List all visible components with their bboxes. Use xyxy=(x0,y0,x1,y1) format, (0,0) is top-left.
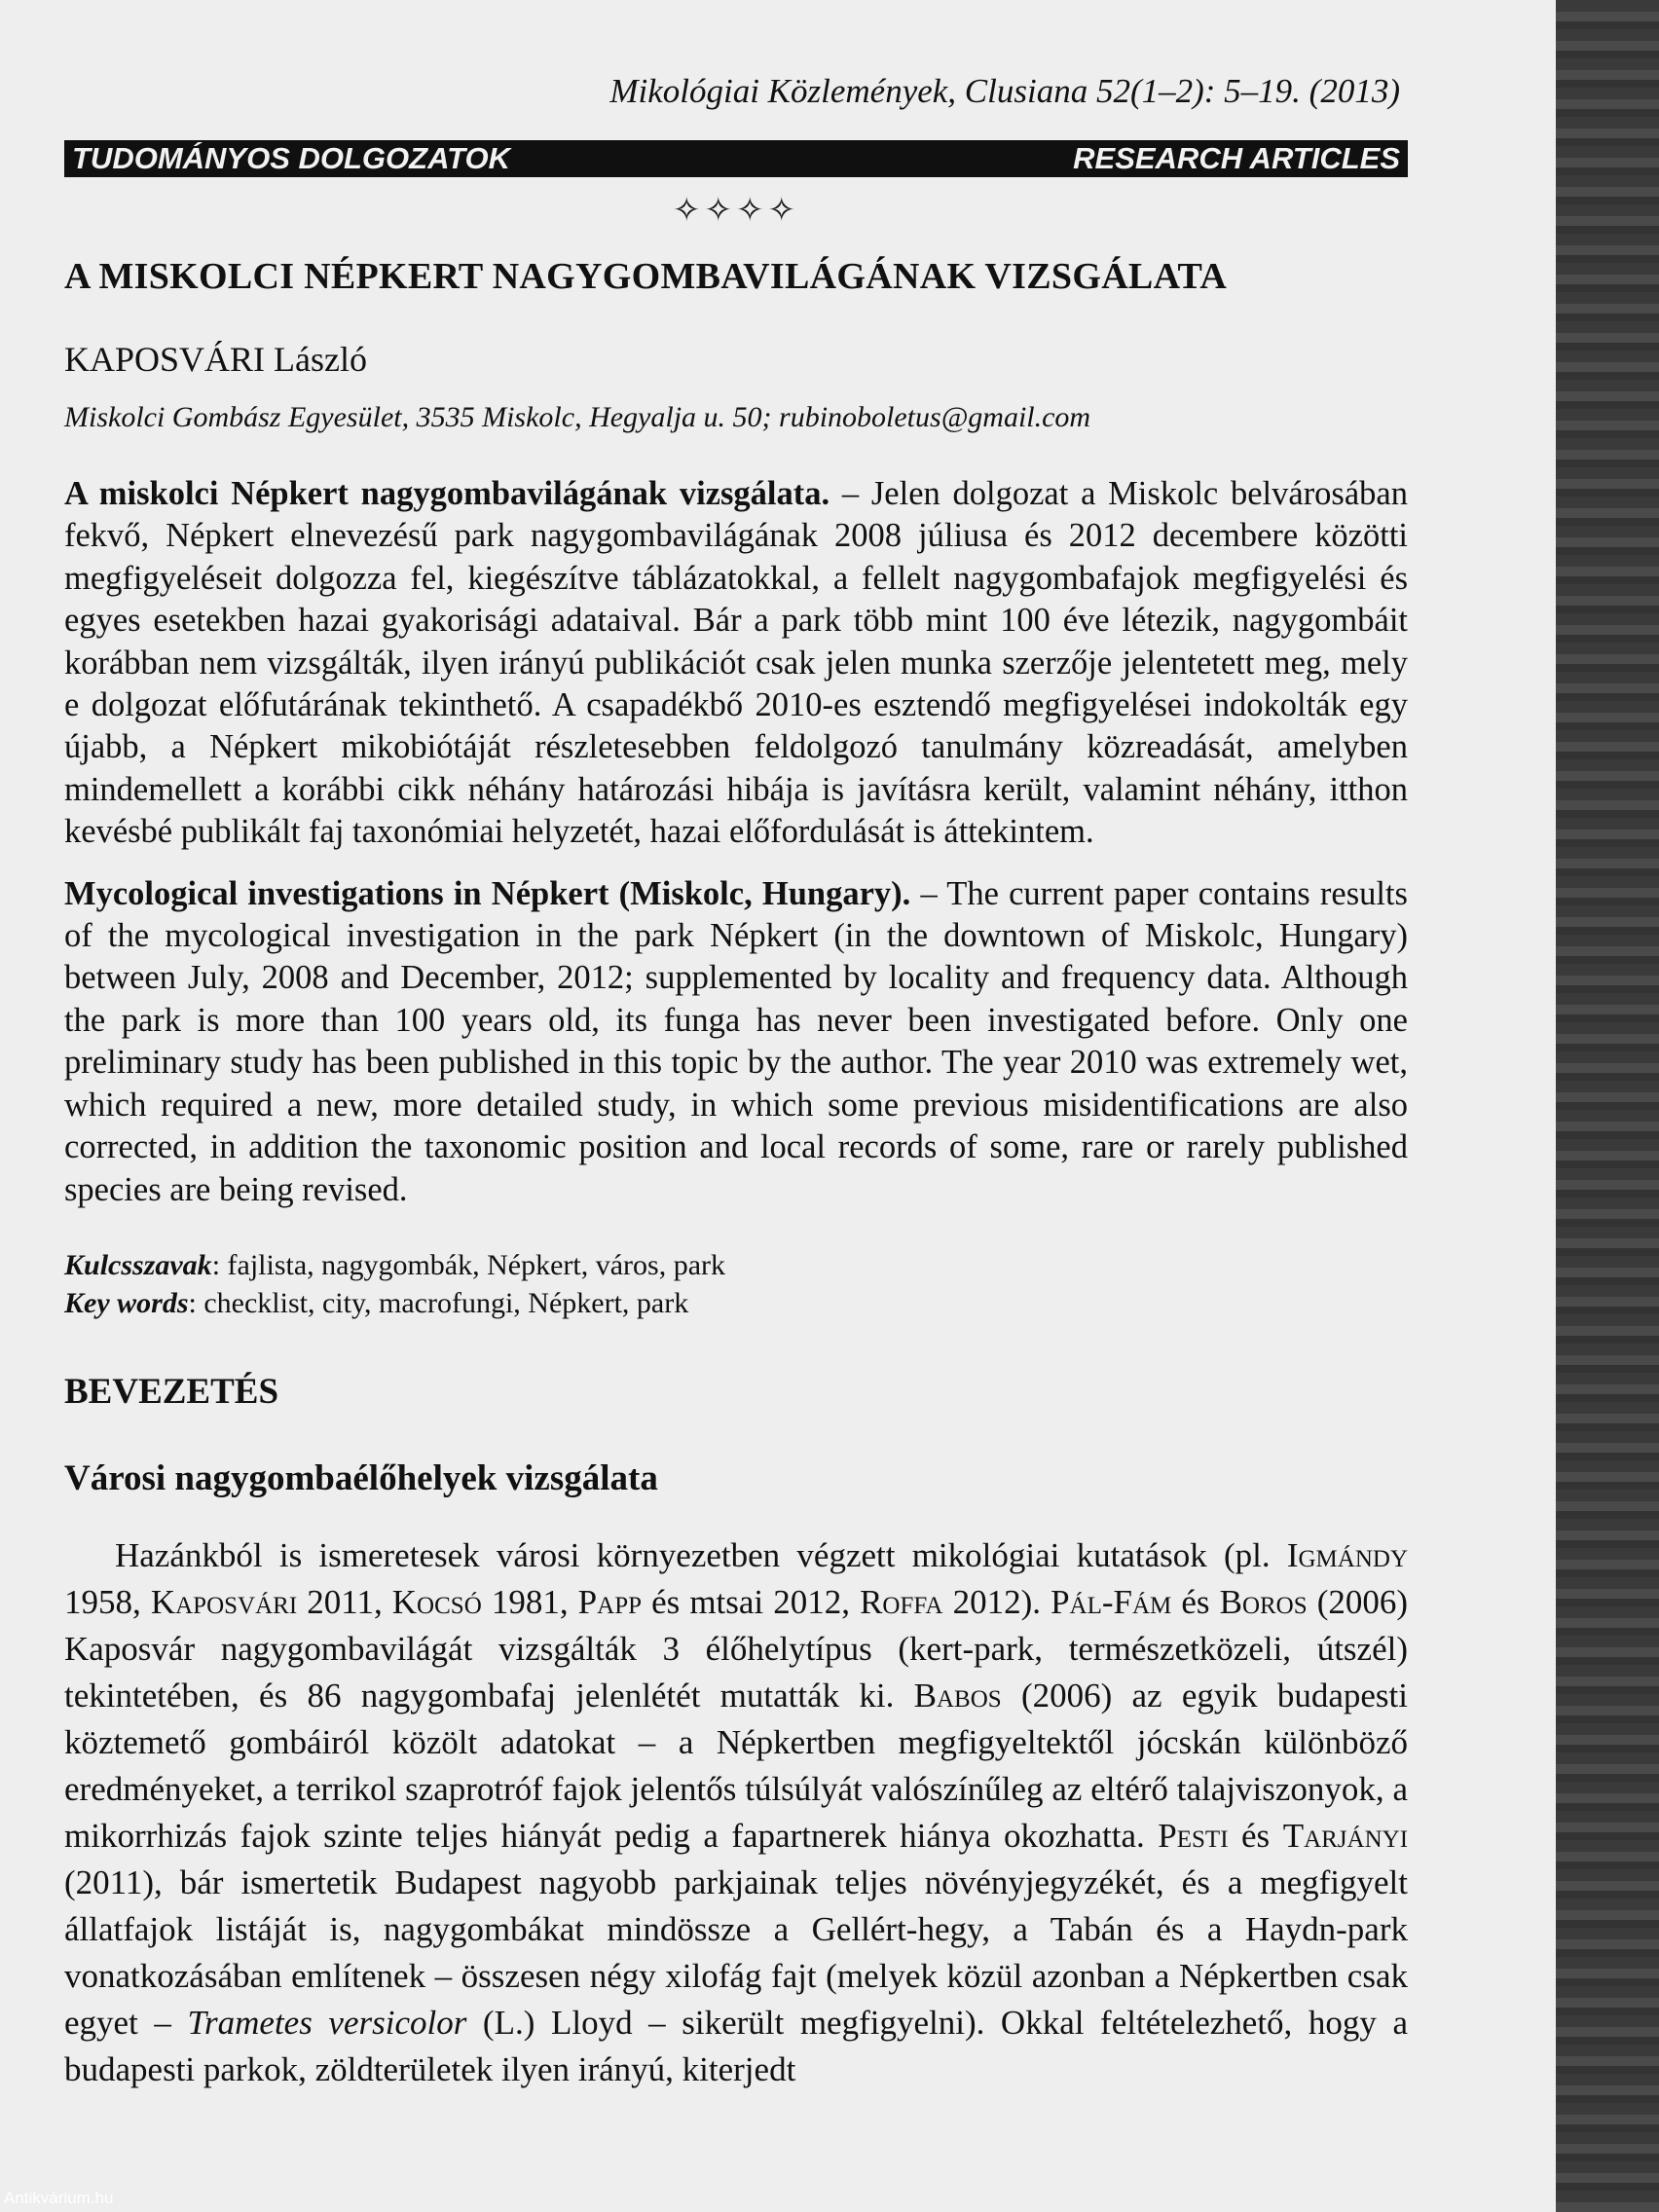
keywords-hu-label: Kulcsszavak xyxy=(64,1248,212,1281)
journal-citation: Mikológiai Közlemények, Clusiana 52(1–2): 5–19. (2013) xyxy=(609,72,1400,110)
cited-author: Pesti xyxy=(1158,1816,1229,1855)
abstract-hu-lead: A miskolci Népkert nagygombavilágának vizsgálata. xyxy=(64,475,830,512)
abstract-en-text: – The current paper contains results of the mycological investigation in the park Népkert (in the downtown of Miskolc, Hungary) between July, 2008 and December, 2012; supplemented by locality and frequency data. Although the park is more than 100 years old, its funga has never been investigated before. Only one preliminary study has been published in this topic by the author. The year 2010 was extremely wet, which required a new, more detailed study, in which some previous misidentifications are also corrected, in addition the taxonomic position and local records of some, rare or rarely published species are being revised. xyxy=(64,874,1408,1208)
body-text-run: 2011, xyxy=(297,1582,392,1621)
cited-author: Boros xyxy=(1219,1582,1308,1621)
keywords-en-label: Key words xyxy=(64,1286,189,1319)
cited-author: Kaposvári xyxy=(150,1582,298,1621)
band-label-hu: TUDOMÁNYOS DOLGOZATOK xyxy=(72,141,511,175)
cited-author: Kocsó xyxy=(391,1582,482,1621)
body-text-run: 2012). xyxy=(942,1582,1051,1621)
body-text-run: (2006) az egyik budapesti köztemető gombáiról közölt adatokat – a Népkertben megfigyeltektől jócskán különböző eredményeket, a terrikol szaprotróf fajok jelentős túlsúlyát valószínűleg az eltérő talajviszonyok, a mikorrhizás fajok szinte teljes hiányát pedig a fapartnerek hiánya okozhatta. xyxy=(64,1676,1408,1855)
body-text-run: és xyxy=(1228,1816,1283,1855)
section-band xyxy=(64,140,1408,177)
body-text-run: és xyxy=(1171,1582,1220,1621)
cited-author: Papp xyxy=(577,1582,642,1621)
author-line xyxy=(64,339,1408,380)
body-text-run: (L.) Lloyd – sikerült megfigyelni). Okkal feltételezhető, hogy a budapesti parkok, zöldterületek ilyen irányú, kiterjedt xyxy=(64,2003,1409,2088)
site-watermark: Antikvárium.hu xyxy=(4,2189,114,2207)
species-name: Trametes versicolor xyxy=(187,2003,467,2042)
abstract-english xyxy=(64,873,1408,1211)
abstract-en-lead: Mycological investigations in Népkert (Miskolc, Hungary). xyxy=(64,874,911,912)
body-text-run: (2006) Kaposvár nagygombavilágát vizsgálták 3 élőhelytípus (kert-park, természetközeli, útszél) tekintetében, és 86 nagygombafaj jelenlétét mutatták ki. xyxy=(64,1582,1409,1714)
cited-author: Pál-Fám xyxy=(1051,1582,1172,1621)
keywords-hu-text: : fajlista, nagygombák, Népkert, város, park xyxy=(211,1248,726,1281)
page-content xyxy=(64,66,1408,2093)
author-affiliation: Miskolci Gombász Egyesület, 3535 Miskolc, Hegyalja u. 50; rubinoboletus@gmail.com xyxy=(64,401,1091,433)
keywords-hungarian xyxy=(64,1246,1408,1284)
section-heading: BEVEZETÉS xyxy=(64,1371,279,1412)
body-text-run: 1981, xyxy=(481,1582,578,1621)
subsection-heading: Városi nagygombaélőhelyek vizsgálata xyxy=(64,1457,658,1498)
article-title: A MISKOLCI NÉPKERT NAGYGOMBAVILÁGÁNAK VIZSGÁLATA xyxy=(64,256,1228,297)
body-text-run: és mtsai 2012, xyxy=(642,1582,861,1621)
ornament-divider: ✧✧✧✧ xyxy=(673,193,799,229)
cited-author: Tarjányi xyxy=(1282,1816,1409,1855)
keywords-english xyxy=(64,1284,1408,1322)
cited-author: Roffa xyxy=(860,1582,943,1621)
keywords-en-text: : checklist, city, macrofungi, Népkert, park xyxy=(188,1286,689,1319)
cited-author: Igmándy xyxy=(1286,1535,1408,1574)
body-text-run: Hazánkból is ismeretesek városi környezetben végzett mikológiai kutatások (pl. xyxy=(115,1535,1287,1574)
band-label-en: RESEARCH ARTICLES xyxy=(1073,141,1400,175)
abstract-hungarian xyxy=(64,473,1408,854)
adjacent-page-edge xyxy=(1556,0,1659,2212)
author-given-name: László xyxy=(265,340,368,379)
body-paragraph xyxy=(64,1532,1408,2093)
cited-author: Babos xyxy=(913,1676,1002,1714)
body-text-run: (2011), bár ismertetik Budapest nagyobb parkjainak teljes növényjegyzékét, és a megfigyelt állatfajok listáját is, nagygombákat mindössze a Gellért-hegy, a Tabán és a Haydn-park vonatkozásában említenek – összesen négy xilofág fajt (melyek közül azonban a Népkertben csak egyet – xyxy=(64,1862,1408,2042)
author-surname: KAPOSVÁRI xyxy=(64,340,266,379)
body-text-run: 1958, xyxy=(64,1582,151,1621)
abstract-hu-text: – Jelen dolgozat a Miskolc belvárosában fekvő, Népkert elnevezésű park nagygombavilágának 2008 júliusa és 2012 decembere közötti megfigyeléseit dolgozza fel, kiegészítve táblázatokkal, a fellelt nagygombafajok megfigyelési és egyes esetekben hazai gyakorisági adataival. Bár a park több mint 100 éve létezik, nagygombáit korábban nem vizsgálták, ilyen irányú publikációt csak jelen munka szerzője jelentetett meg, mely e dolgozat előfutárának tekinthető. A csapadékbő 2010-es esztendő megfigyelései indokolták egy újabb, a Népkert mikobiótáját részletesebben feldolgozó tanulmány közreadását, amelyben mindemellett a korábbi cikk néhány határozási hibája is javításra került, valamint néhány, itthon kevésbé publikált faj taxonómiai helyzetét, hazai előfordulását is áttekintem. xyxy=(64,475,1408,851)
